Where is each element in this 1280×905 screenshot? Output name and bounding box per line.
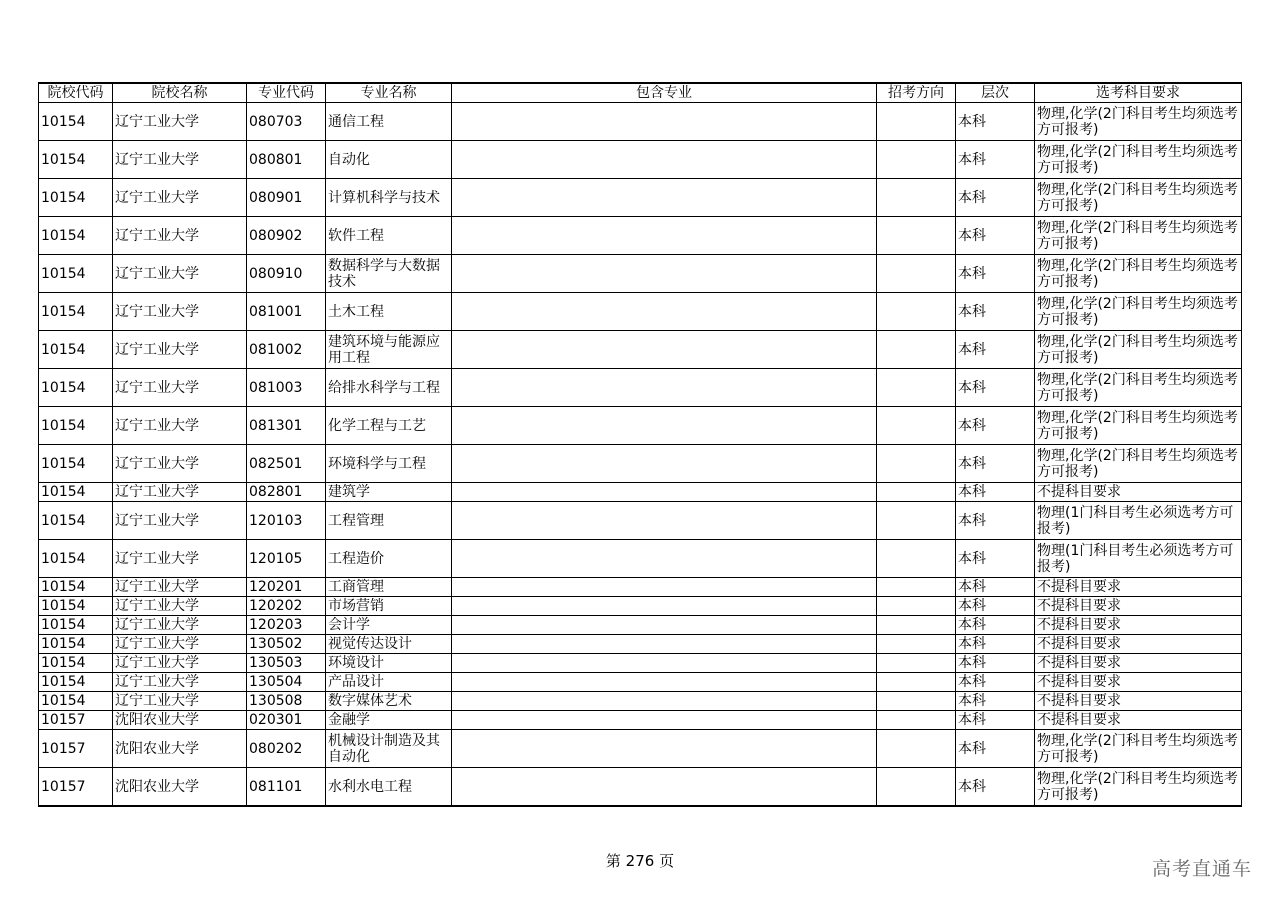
table-row	[39, 692, 1242, 711]
cell-school-code: 10154	[39, 103, 113, 141]
cell-included-majors	[452, 616, 877, 635]
cell-school-name: 辽宁工业大学	[113, 502, 247, 540]
cell-level: 本科	[956, 255, 1035, 293]
cell-major-code: 120103	[247, 502, 326, 540]
cell-included-majors	[452, 179, 877, 217]
cell-major-name: 数字媒体艺术	[326, 692, 452, 711]
cell-included-majors	[452, 255, 877, 293]
cell-major-code: 080801	[247, 141, 326, 179]
table-row	[39, 103, 1242, 141]
cell-school-name: 辽宁工业大学	[113, 673, 247, 692]
cell-requirement: 物理(1门科目考生必须选考方可报考)	[1035, 540, 1242, 578]
cell-direction	[877, 217, 956, 255]
cell-direction	[877, 635, 956, 654]
cell-level: 本科	[956, 293, 1035, 331]
cell-school-name: 辽宁工业大学	[113, 597, 247, 616]
cell-included-majors	[452, 369, 877, 407]
cell-school-code: 10154	[39, 597, 113, 616]
cell-major-code: 081003	[247, 369, 326, 407]
header-school-code: 院校代码	[39, 83, 113, 103]
cell-requirement: 物理,化学(2门科目考生均须选考方可报考)	[1035, 369, 1242, 407]
cell-included-majors	[452, 692, 877, 711]
cell-major-name: 计算机科学与技术	[326, 179, 452, 217]
cell-school-name: 辽宁工业大学	[113, 217, 247, 255]
table-row	[39, 654, 1242, 673]
header-requirement: 选考科目要求	[1035, 83, 1242, 103]
cell-school-name: 辽宁工业大学	[113, 331, 247, 369]
cell-major-code: 080202	[247, 730, 326, 768]
cell-school-name: 沈阳农业大学	[113, 730, 247, 768]
cell-included-majors	[452, 654, 877, 673]
cell-direction	[877, 369, 956, 407]
cell-major-name: 软件工程	[326, 217, 452, 255]
cell-school-code: 10157	[39, 711, 113, 730]
cell-requirement: 不提科目要求	[1035, 616, 1242, 635]
cell-school-name: 辽宁工业大学	[113, 141, 247, 179]
cell-level: 本科	[956, 711, 1035, 730]
cell-level: 本科	[956, 578, 1035, 597]
cell-level: 本科	[956, 597, 1035, 616]
cell-school-code: 10154	[39, 331, 113, 369]
cell-requirement: 不提科目要求	[1035, 597, 1242, 616]
cell-school-code: 10154	[39, 369, 113, 407]
cell-major-name: 机械设计制造及其自动化	[326, 730, 452, 768]
cell-level: 本科	[956, 141, 1035, 179]
cell-major-name: 工商管理	[326, 578, 452, 597]
cell-level: 本科	[956, 616, 1035, 635]
table-row	[39, 369, 1242, 407]
cell-school-name: 辽宁工业大学	[113, 103, 247, 141]
cell-school-name: 辽宁工业大学	[113, 255, 247, 293]
cell-requirement: 物理,化学(2门科目考生均须选考方可报考)	[1035, 445, 1242, 483]
cell-major-name: 会计学	[326, 616, 452, 635]
cell-major-name: 水利水电工程	[326, 768, 452, 807]
table-row	[39, 255, 1242, 293]
cell-included-majors	[452, 445, 877, 483]
cell-school-name: 辽宁工业大学	[113, 654, 247, 673]
cell-major-code: 080902	[247, 217, 326, 255]
cell-school-name: 辽宁工业大学	[113, 445, 247, 483]
table-row	[39, 331, 1242, 369]
cell-included-majors	[452, 103, 877, 141]
cell-major-code: 080910	[247, 255, 326, 293]
page-number: 第 276 页	[605, 852, 675, 870]
cell-included-majors	[452, 407, 877, 445]
cell-requirement: 不提科目要求	[1035, 711, 1242, 730]
cell-level: 本科	[956, 502, 1035, 540]
cell-school-name: 辽宁工业大学	[113, 616, 247, 635]
cell-included-majors	[452, 331, 877, 369]
cell-major-code: 130508	[247, 692, 326, 711]
cell-school-code: 10154	[39, 255, 113, 293]
cell-major-code: 080901	[247, 179, 326, 217]
cell-requirement: 物理,化学(2门科目考生均须选考方可报考)	[1035, 407, 1242, 445]
cell-school-code: 10154	[39, 293, 113, 331]
cell-level: 本科	[956, 730, 1035, 768]
cell-requirement: 不提科目要求	[1035, 483, 1242, 502]
header-major-code: 专业代码	[247, 83, 326, 103]
cell-included-majors	[452, 141, 877, 179]
cell-direction	[877, 692, 956, 711]
cell-requirement: 不提科目要求	[1035, 692, 1242, 711]
cell-major-name: 产品设计	[326, 673, 452, 692]
cell-included-majors	[452, 293, 877, 331]
cell-included-majors	[452, 768, 877, 807]
cell-direction	[877, 331, 956, 369]
table-row	[39, 768, 1242, 807]
cell-major-name: 市场营销	[326, 597, 452, 616]
cell-major-code: 120105	[247, 540, 326, 578]
cell-school-code: 10154	[39, 635, 113, 654]
cell-requirement: 物理,化学(2门科目考生均须选考方可报考)	[1035, 141, 1242, 179]
cell-school-name: 辽宁工业大学	[113, 369, 247, 407]
cell-major-code: 080703	[247, 103, 326, 141]
cell-major-name: 环境科学与工程	[326, 445, 452, 483]
cell-direction	[877, 711, 956, 730]
cell-level: 本科	[956, 331, 1035, 369]
cell-requirement: 物理,化学(2门科目考生均须选考方可报考)	[1035, 179, 1242, 217]
cell-direction	[877, 597, 956, 616]
cell-level: 本科	[956, 407, 1035, 445]
table-row	[39, 483, 1242, 502]
cell-major-name: 土木工程	[326, 293, 452, 331]
cell-direction	[877, 673, 956, 692]
cell-level: 本科	[956, 654, 1035, 673]
table-row	[39, 540, 1242, 578]
cell-included-majors	[452, 502, 877, 540]
cell-level: 本科	[956, 369, 1035, 407]
cell-level: 本科	[956, 673, 1035, 692]
cell-major-name: 环境设计	[326, 654, 452, 673]
cell-included-majors	[452, 673, 877, 692]
cell-school-name: 沈阳农业大学	[113, 768, 247, 807]
cell-requirement: 不提科目要求	[1035, 635, 1242, 654]
cell-requirement: 物理,化学(2门科目考生均须选考方可报考)	[1035, 730, 1242, 768]
cell-major-code: 081001	[247, 293, 326, 331]
cell-included-majors	[452, 483, 877, 502]
cell-major-code: 130502	[247, 635, 326, 654]
table-row	[39, 616, 1242, 635]
cell-school-code: 10154	[39, 179, 113, 217]
cell-direction	[877, 255, 956, 293]
header-row	[39, 83, 1242, 103]
table-row	[39, 293, 1242, 331]
table-row	[39, 635, 1242, 654]
cell-level: 本科	[956, 635, 1035, 654]
cell-major-code: 120203	[247, 616, 326, 635]
cell-major-name: 化学工程与工艺	[326, 407, 452, 445]
cell-school-code: 10157	[39, 730, 113, 768]
cell-major-name: 数据科学与大数据技术	[326, 255, 452, 293]
cell-requirement: 物理(1门科目考生必须选考方可报考)	[1035, 502, 1242, 540]
cell-direction	[877, 179, 956, 217]
cell-direction	[877, 445, 956, 483]
cell-major-code: 020301	[247, 711, 326, 730]
cell-included-majors	[452, 578, 877, 597]
cell-direction	[877, 502, 956, 540]
cell-major-code: 082801	[247, 483, 326, 502]
cell-school-code: 10154	[39, 673, 113, 692]
cell-requirement: 物理,化学(2门科目考生均须选考方可报考)	[1035, 103, 1242, 141]
cell-school-name: 辽宁工业大学	[113, 179, 247, 217]
cell-included-majors	[452, 730, 877, 768]
cell-major-name: 通信工程	[326, 103, 452, 141]
cell-level: 本科	[956, 217, 1035, 255]
cell-level: 本科	[956, 103, 1035, 141]
cell-major-name: 建筑环境与能源应用工程	[326, 331, 452, 369]
cell-school-code: 10154	[39, 445, 113, 483]
cell-school-code: 10154	[39, 407, 113, 445]
table-row	[39, 445, 1242, 483]
cell-major-name: 视觉传达设计	[326, 635, 452, 654]
cell-direction	[877, 578, 956, 597]
cell-school-code: 10154	[39, 217, 113, 255]
cell-direction	[877, 730, 956, 768]
header-school-name: 院校名称	[113, 83, 247, 103]
cell-school-code: 10154	[39, 141, 113, 179]
cell-direction	[877, 654, 956, 673]
cell-school-code: 10157	[39, 768, 113, 807]
cell-major-name: 给排水科学与工程	[326, 369, 452, 407]
cell-major-name: 金融学	[326, 711, 452, 730]
cell-school-code: 10154	[39, 654, 113, 673]
cell-direction	[877, 103, 956, 141]
cell-direction	[877, 141, 956, 179]
cell-major-code: 081301	[247, 407, 326, 445]
cell-level: 本科	[956, 540, 1035, 578]
cell-included-majors	[452, 217, 877, 255]
cell-included-majors	[452, 540, 877, 578]
table-row	[39, 578, 1242, 597]
table-row	[39, 217, 1242, 255]
cell-major-name: 工程管理	[326, 502, 452, 540]
cell-school-name: 辽宁工业大学	[113, 407, 247, 445]
table-row	[39, 711, 1242, 730]
cell-requirement: 不提科目要求	[1035, 654, 1242, 673]
cell-school-code: 10154	[39, 502, 113, 540]
header-included-majors: 包含专业	[452, 83, 877, 103]
cell-school-name: 辽宁工业大学	[113, 540, 247, 578]
cell-major-code: 081002	[247, 331, 326, 369]
cell-requirement: 物理,化学(2门科目考生均须选考方可报考)	[1035, 293, 1242, 331]
cell-direction	[877, 616, 956, 635]
cell-included-majors	[452, 711, 877, 730]
cell-requirement: 物理,化学(2门科目考生均须选考方可报考)	[1035, 217, 1242, 255]
cell-school-code: 10154	[39, 540, 113, 578]
table-row	[39, 730, 1242, 768]
cell-major-name: 自动化	[326, 141, 452, 179]
cell-school-name: 辽宁工业大学	[113, 483, 247, 502]
cell-major-code: 130503	[247, 654, 326, 673]
table-row	[39, 597, 1242, 616]
cell-major-name: 工程造价	[326, 540, 452, 578]
cell-direction	[877, 293, 956, 331]
cell-school-code: 10154	[39, 578, 113, 597]
cell-school-name: 辽宁工业大学	[113, 692, 247, 711]
cell-school-code: 10154	[39, 483, 113, 502]
cell-school-name: 辽宁工业大学	[113, 578, 247, 597]
cell-requirement: 物理,化学(2门科目考生均须选考方可报考)	[1035, 255, 1242, 293]
table-row	[39, 673, 1242, 692]
cell-major-code: 081101	[247, 768, 326, 807]
cell-major-code: 120201	[247, 578, 326, 597]
cell-school-code: 10154	[39, 692, 113, 711]
watermark-text: 高考直通车	[1151, 858, 1252, 880]
cell-major-code: 130504	[247, 673, 326, 692]
cell-direction	[877, 483, 956, 502]
cell-direction	[877, 768, 956, 807]
table-row	[39, 502, 1242, 540]
table-row	[39, 407, 1242, 445]
cell-level: 本科	[956, 768, 1035, 807]
cell-level: 本科	[956, 445, 1035, 483]
cell-major-code: 082501	[247, 445, 326, 483]
cell-requirement: 物理,化学(2门科目考生均须选考方可报考)	[1035, 331, 1242, 369]
header-level: 层次	[956, 83, 1035, 103]
cell-school-code: 10154	[39, 616, 113, 635]
cell-major-name: 建筑学	[326, 483, 452, 502]
cell-level: 本科	[956, 692, 1035, 711]
table-row	[39, 141, 1242, 179]
cell-school-name: 辽宁工业大学	[113, 293, 247, 331]
cell-direction	[877, 540, 956, 578]
header-major-name: 专业名称	[326, 83, 452, 103]
cell-level: 本科	[956, 483, 1035, 502]
cell-requirement: 不提科目要求	[1035, 673, 1242, 692]
cell-school-name: 沈阳农业大学	[113, 711, 247, 730]
cell-included-majors	[452, 635, 877, 654]
cell-major-code: 120202	[247, 597, 326, 616]
cell-requirement: 物理,化学(2门科目考生均须选考方可报考)	[1035, 768, 1242, 807]
header-direction: 招考方向	[877, 83, 956, 103]
table-row	[39, 179, 1242, 217]
cell-direction	[877, 407, 956, 445]
cell-included-majors	[452, 597, 877, 616]
admission-table	[38, 82, 1242, 807]
cell-school-name: 辽宁工业大学	[113, 635, 247, 654]
cell-level: 本科	[956, 179, 1035, 217]
cell-requirement: 不提科目要求	[1035, 578, 1242, 597]
